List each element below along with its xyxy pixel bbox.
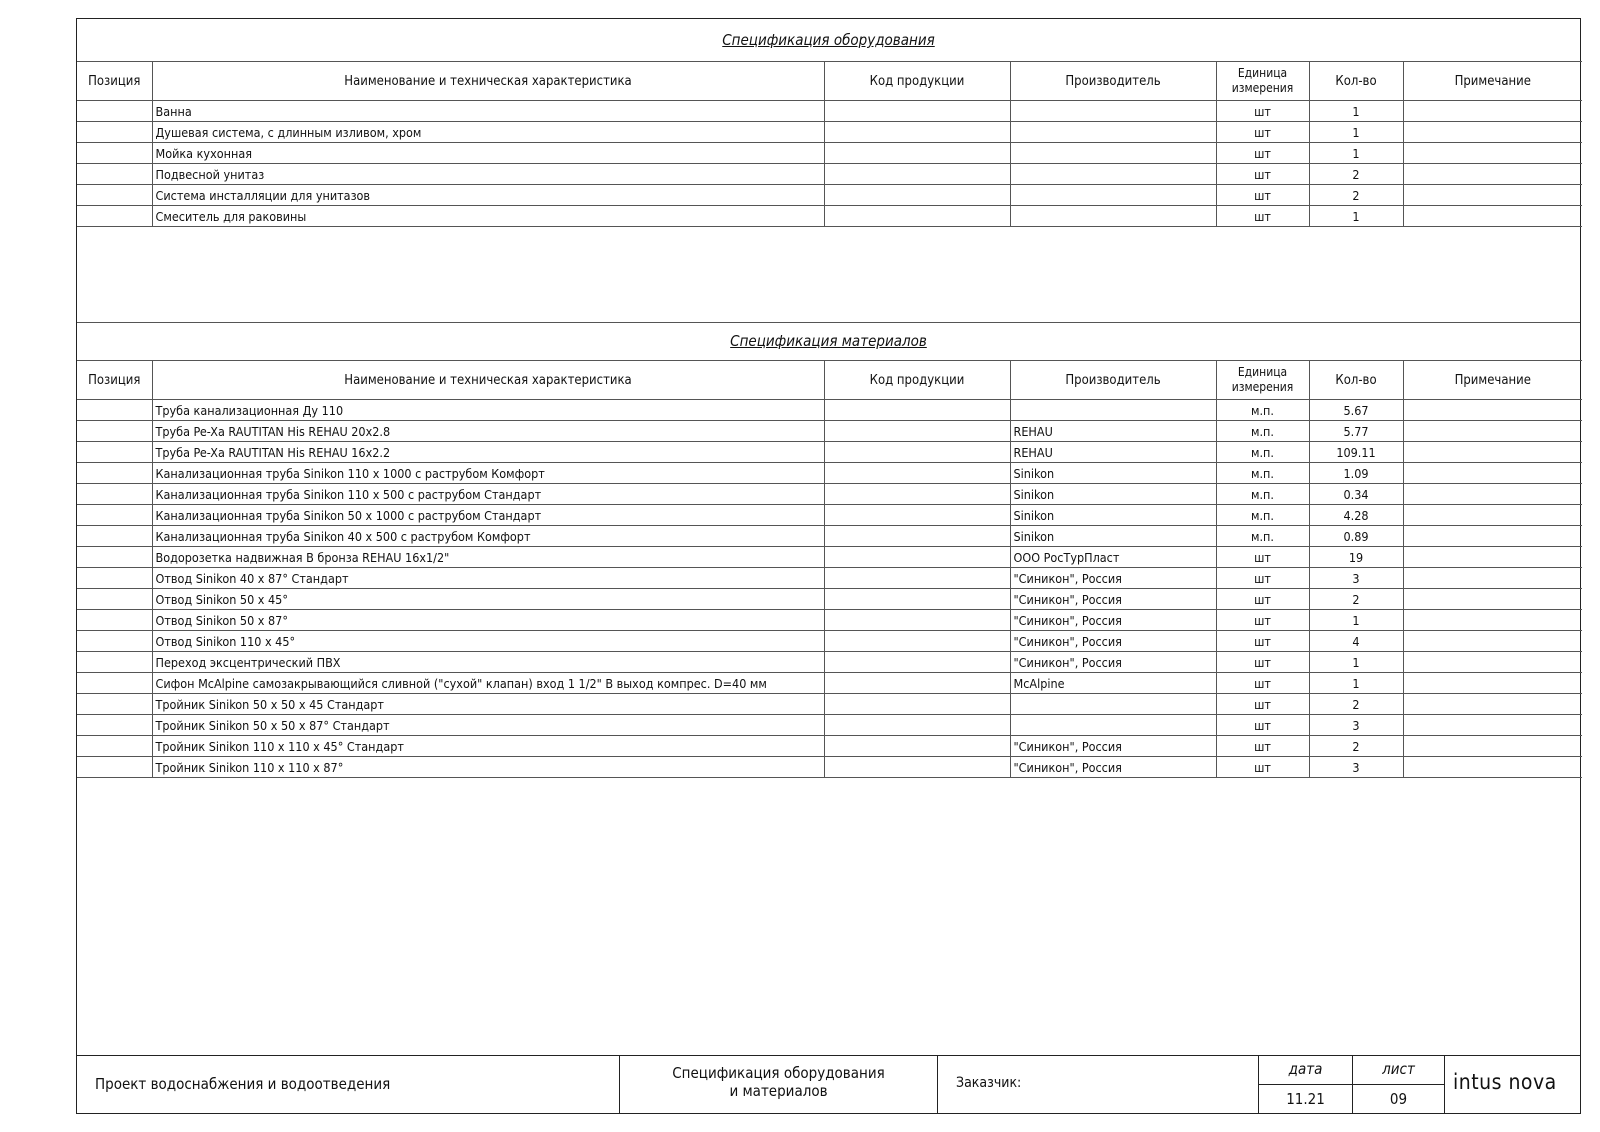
cell-unit: шт bbox=[1216, 143, 1309, 164]
cell-unit: м.п. bbox=[1216, 400, 1309, 421]
cell-code bbox=[824, 694, 1010, 715]
equipment-header-position: Позиция bbox=[77, 62, 152, 101]
cell-position bbox=[77, 547, 152, 568]
cell-note bbox=[1403, 736, 1582, 757]
materials-body bbox=[77, 400, 1582, 778]
cell-code bbox=[824, 673, 1010, 694]
cell-position bbox=[77, 694, 152, 715]
cell-manufacturer: McAlpine bbox=[1010, 673, 1216, 694]
cell-name: Канализационная труба Sinikon 110 x 1000 с раструбом Комфорт bbox=[152, 463, 824, 484]
cell-manufacturer bbox=[1010, 185, 1216, 206]
cell-position bbox=[77, 185, 152, 206]
cell-unit: м.п. bbox=[1216, 463, 1309, 484]
cell-name: Канализационная труба Sinikon 50 x 1000 с раструбом Стандарт bbox=[152, 505, 824, 526]
company-logo: intus nova bbox=[1453, 1070, 1557, 1094]
equipment-title: Спецификация оборудования bbox=[722, 31, 935, 49]
table-row bbox=[77, 442, 1582, 463]
cell-quantity: 1.09 bbox=[1309, 463, 1403, 484]
cell-position bbox=[77, 484, 152, 505]
table-row bbox=[77, 757, 1582, 778]
cell-quantity: 5.67 bbox=[1309, 400, 1403, 421]
cell-code bbox=[824, 589, 1010, 610]
sheet-title-cell bbox=[619, 1056, 937, 1113]
table-row bbox=[77, 547, 1582, 568]
cell-note bbox=[1403, 101, 1582, 122]
cell-name: Труба Pe-Xa RAUTITAN His REHAU 20x2.8 bbox=[152, 421, 824, 442]
materials-title: Спецификация материалов bbox=[730, 332, 927, 350]
cell-quantity: 4.28 bbox=[1309, 505, 1403, 526]
cell-position bbox=[77, 568, 152, 589]
table-row bbox=[77, 122, 1582, 143]
cell-code bbox=[824, 610, 1010, 631]
equipment-header-quantity: Кол-во bbox=[1309, 62, 1403, 101]
cell-position bbox=[77, 101, 152, 122]
cell-note bbox=[1403, 400, 1582, 421]
cell-manufacturer bbox=[1010, 143, 1216, 164]
cell-note bbox=[1403, 694, 1582, 715]
cell-position bbox=[77, 589, 152, 610]
cell-code bbox=[824, 652, 1010, 673]
cell-name: Отвод Sinikon 110 x 45° bbox=[152, 631, 824, 652]
table-row bbox=[77, 463, 1582, 484]
table-row bbox=[77, 652, 1582, 673]
cell-note bbox=[1403, 505, 1582, 526]
table-row bbox=[77, 101, 1582, 122]
sheet-title-line1: Спецификация оборудования bbox=[672, 1064, 885, 1082]
cell-position bbox=[77, 715, 152, 736]
cell-note bbox=[1403, 164, 1582, 185]
cell-name: Тройник Sinikon 110 x 110 x 45° Стандарт bbox=[152, 736, 824, 757]
equipment-body bbox=[77, 101, 1582, 227]
table-row bbox=[77, 505, 1582, 526]
cell-unit: шт bbox=[1216, 589, 1309, 610]
materials-header-row bbox=[77, 361, 1582, 400]
materials-table bbox=[77, 360, 1582, 778]
cell-manufacturer bbox=[1010, 400, 1216, 421]
cell-note bbox=[1403, 206, 1582, 227]
cell-quantity: 0.89 bbox=[1309, 526, 1403, 547]
cell-name: Труба Pe-Xa RAUTITAN His REHAU 16x2.2 bbox=[152, 442, 824, 463]
cell-note bbox=[1403, 610, 1582, 631]
cell-position bbox=[77, 206, 152, 227]
cell-note bbox=[1403, 715, 1582, 736]
cell-quantity: 1 bbox=[1309, 122, 1403, 143]
sheet-number-cell bbox=[1352, 1056, 1444, 1113]
cell-note bbox=[1403, 421, 1582, 442]
cell-code bbox=[824, 526, 1010, 547]
cell-quantity: 19 bbox=[1309, 547, 1403, 568]
cell-note bbox=[1403, 122, 1582, 143]
customer-cell bbox=[937, 1056, 1258, 1113]
sheet-title-line2: и материалов bbox=[729, 1082, 828, 1100]
cell-unit: м.п. bbox=[1216, 526, 1309, 547]
table-row bbox=[77, 143, 1582, 164]
cell-quantity: 1 bbox=[1309, 652, 1403, 673]
cell-manufacturer: "Синикон", Россия bbox=[1010, 568, 1216, 589]
equipment-header-unit: Единица измерения bbox=[1216, 62, 1309, 101]
cell-quantity: 3 bbox=[1309, 715, 1403, 736]
cell-name: Подвесной унитаз bbox=[152, 164, 824, 185]
cell-manufacturer: "Синикон", Россия bbox=[1010, 757, 1216, 778]
materials-header-unit: Единица измерения bbox=[1216, 361, 1309, 400]
date-label: дата bbox=[1259, 1056, 1352, 1085]
cell-position bbox=[77, 442, 152, 463]
cell-code bbox=[824, 715, 1010, 736]
drawing-sheet bbox=[76, 18, 1581, 1114]
cell-name: Ванна bbox=[152, 101, 824, 122]
table-row bbox=[77, 694, 1582, 715]
cell-manufacturer: REHAU bbox=[1010, 442, 1216, 463]
cell-manufacturer: Sinikon bbox=[1010, 484, 1216, 505]
cell-quantity: 2 bbox=[1309, 185, 1403, 206]
cell-note bbox=[1403, 673, 1582, 694]
cell-quantity: 1 bbox=[1309, 206, 1403, 227]
date-value: 11.21 bbox=[1286, 1090, 1325, 1108]
cell-code bbox=[824, 631, 1010, 652]
cell-name: Водорозетка надвижная В бронза REHAU 16x1/2" bbox=[152, 547, 824, 568]
cell-unit: шт bbox=[1216, 631, 1309, 652]
equipment-header-note: Примечание bbox=[1403, 62, 1582, 101]
cell-code bbox=[824, 400, 1010, 421]
cell-note bbox=[1403, 547, 1582, 568]
date-cell bbox=[1258, 1056, 1352, 1113]
cell-note bbox=[1403, 631, 1582, 652]
cell-note bbox=[1403, 463, 1582, 484]
sheet-value: 09 bbox=[1389, 1090, 1408, 1108]
project-name: Проект водоснабжения и водоотведения bbox=[95, 1075, 391, 1093]
cell-code bbox=[824, 505, 1010, 526]
cell-unit: шт bbox=[1216, 568, 1309, 589]
cell-name: Тройник Sinikon 50 x 50 x 45 Стандарт bbox=[152, 694, 824, 715]
cell-code bbox=[824, 757, 1010, 778]
cell-unit: шт bbox=[1216, 610, 1309, 631]
cell-manufacturer: "Синикон", Россия bbox=[1010, 610, 1216, 631]
title-block bbox=[77, 1055, 1580, 1113]
equipment-table bbox=[77, 61, 1582, 227]
equipment-header-row bbox=[77, 62, 1582, 101]
cell-unit: м.п. bbox=[1216, 442, 1309, 463]
cell-quantity: 3 bbox=[1309, 757, 1403, 778]
equipment-header-name: Наименование и техническая характеристика bbox=[152, 62, 824, 101]
cell-unit: м.п. bbox=[1216, 505, 1309, 526]
cell-manufacturer: "Синикон", Россия bbox=[1010, 589, 1216, 610]
cell-quantity: 2 bbox=[1309, 589, 1403, 610]
cell-unit: шт bbox=[1216, 673, 1309, 694]
materials-header-quantity: Кол-во bbox=[1309, 361, 1403, 400]
cell-manufacturer: "Синикон", Россия bbox=[1010, 631, 1216, 652]
cell-quantity: 3 bbox=[1309, 568, 1403, 589]
cell-position bbox=[77, 400, 152, 421]
cell-code bbox=[824, 421, 1010, 442]
cell-position bbox=[77, 463, 152, 484]
table-row bbox=[77, 673, 1582, 694]
cell-position bbox=[77, 421, 152, 442]
cell-position bbox=[77, 526, 152, 547]
section-divider bbox=[77, 322, 1580, 323]
cell-manufacturer: Sinikon bbox=[1010, 463, 1216, 484]
cell-code bbox=[824, 463, 1010, 484]
cell-unit: шт bbox=[1216, 206, 1309, 227]
cell-position bbox=[77, 736, 152, 757]
cell-code bbox=[824, 164, 1010, 185]
cell-code bbox=[824, 122, 1010, 143]
materials-header-manufacturer: Производитель bbox=[1010, 361, 1216, 400]
cell-code bbox=[824, 101, 1010, 122]
cell-note bbox=[1403, 526, 1582, 547]
cell-manufacturer: ООО РосТурПласт bbox=[1010, 547, 1216, 568]
cell-quantity: 2 bbox=[1309, 164, 1403, 185]
cell-unit: м.п. bbox=[1216, 421, 1309, 442]
cell-manufacturer bbox=[1010, 694, 1216, 715]
cell-name: Смеситель для раковины bbox=[152, 206, 824, 227]
cell-code bbox=[824, 185, 1010, 206]
cell-quantity: 0.34 bbox=[1309, 484, 1403, 505]
cell-name: Душевая система, с длинным изливом, хром bbox=[152, 122, 824, 143]
cell-manufacturer bbox=[1010, 101, 1216, 122]
cell-manufacturer: "Синикон", Россия bbox=[1010, 736, 1216, 757]
cell-quantity: 2 bbox=[1309, 694, 1403, 715]
cell-code bbox=[824, 547, 1010, 568]
cell-manufacturer: Sinikon bbox=[1010, 505, 1216, 526]
cell-unit: шт bbox=[1216, 694, 1309, 715]
table-row bbox=[77, 631, 1582, 652]
cell-position bbox=[77, 610, 152, 631]
table-row bbox=[77, 589, 1582, 610]
materials-header-position: Позиция bbox=[77, 361, 152, 400]
cell-name: Отвод Sinikon 50 x 45° bbox=[152, 589, 824, 610]
cell-quantity: 1 bbox=[1309, 101, 1403, 122]
cell-name: Канализационная труба Sinikon 40 x 500 с раструбом Комфорт bbox=[152, 526, 824, 547]
cell-code bbox=[824, 442, 1010, 463]
cell-name: Система инсталляции для унитазов bbox=[152, 185, 824, 206]
cell-note bbox=[1403, 185, 1582, 206]
materials-header-name: Наименование и техническая характеристика bbox=[152, 361, 824, 400]
cell-name: Тройник Sinikon 110 x 110 x 87° bbox=[152, 757, 824, 778]
cell-note bbox=[1403, 568, 1582, 589]
cell-code bbox=[824, 568, 1010, 589]
materials-header-note: Примечание bbox=[1403, 361, 1582, 400]
sheet-label: лист bbox=[1353, 1056, 1444, 1085]
logo-cell bbox=[1444, 1056, 1580, 1113]
cell-quantity: 5.77 bbox=[1309, 421, 1403, 442]
cell-note bbox=[1403, 757, 1582, 778]
cell-unit: шт bbox=[1216, 715, 1309, 736]
table-row bbox=[77, 715, 1582, 736]
cell-manufacturer: "Синикон", Россия bbox=[1010, 652, 1216, 673]
cell-name: Отвод Sinikon 50 x 87° bbox=[152, 610, 824, 631]
cell-note bbox=[1403, 442, 1582, 463]
cell-note bbox=[1403, 143, 1582, 164]
table-row bbox=[77, 484, 1582, 505]
cell-position bbox=[77, 757, 152, 778]
cell-name: Канализационная труба Sinikon 110 x 500 с раструбом Стандарт bbox=[152, 484, 824, 505]
cell-unit: шт bbox=[1216, 736, 1309, 757]
cell-name: Сифон McAlpine самозакрывающийся сливной ("сухой" клапан) вход 1 1/2" В выход компрес. D=40 мм bbox=[152, 673, 824, 694]
cell-position bbox=[77, 631, 152, 652]
cell-position bbox=[77, 673, 152, 694]
equipment-header-code: Код продукции bbox=[824, 62, 1010, 101]
table-row bbox=[77, 568, 1582, 589]
cell-quantity: 1 bbox=[1309, 143, 1403, 164]
cell-name: Мойка кухонная bbox=[152, 143, 824, 164]
cell-name: Отвод Sinikon 40 x 87° Стандарт bbox=[152, 568, 824, 589]
cell-note bbox=[1403, 652, 1582, 673]
cell-manufacturer bbox=[1010, 206, 1216, 227]
cell-code bbox=[824, 143, 1010, 164]
cell-code bbox=[824, 736, 1010, 757]
cell-note bbox=[1403, 484, 1582, 505]
cell-unit: шт bbox=[1216, 185, 1309, 206]
cell-quantity: 109.11 bbox=[1309, 442, 1403, 463]
cell-note bbox=[1403, 589, 1582, 610]
cell-position bbox=[77, 122, 152, 143]
table-row bbox=[77, 164, 1582, 185]
table-row bbox=[77, 185, 1582, 206]
cell-position bbox=[77, 143, 152, 164]
cell-name: Переход эксцентрический ПВХ bbox=[152, 652, 824, 673]
cell-code bbox=[824, 484, 1010, 505]
cell-unit: шт bbox=[1216, 164, 1309, 185]
cell-manufacturer bbox=[1010, 715, 1216, 736]
cell-unit: м.п. bbox=[1216, 484, 1309, 505]
table-row bbox=[77, 206, 1582, 227]
customer-label: Заказчик: bbox=[956, 1075, 1022, 1091]
cell-position bbox=[77, 164, 152, 185]
cell-unit: шт bbox=[1216, 122, 1309, 143]
cell-unit: шт bbox=[1216, 652, 1309, 673]
cell-manufacturer bbox=[1010, 164, 1216, 185]
cell-quantity: 1 bbox=[1309, 610, 1403, 631]
table-row bbox=[77, 736, 1582, 757]
cell-position bbox=[77, 652, 152, 673]
cell-name: Труба канализационная Ду 110 bbox=[152, 400, 824, 421]
cell-unit: шт bbox=[1216, 757, 1309, 778]
equipment-header-manufacturer: Производитель bbox=[1010, 62, 1216, 101]
table-row bbox=[77, 610, 1582, 631]
cell-manufacturer: REHAU bbox=[1010, 421, 1216, 442]
cell-code bbox=[824, 206, 1010, 227]
table-row bbox=[77, 526, 1582, 547]
cell-unit: шт bbox=[1216, 547, 1309, 568]
cell-unit: шт bbox=[1216, 101, 1309, 122]
table-row bbox=[77, 421, 1582, 442]
cell-quantity: 2 bbox=[1309, 736, 1403, 757]
cell-manufacturer bbox=[1010, 122, 1216, 143]
materials-header-code: Код продукции bbox=[824, 361, 1010, 400]
cell-position bbox=[77, 505, 152, 526]
table-row bbox=[77, 400, 1582, 421]
cell-manufacturer: Sinikon bbox=[1010, 526, 1216, 547]
cell-quantity: 1 bbox=[1309, 673, 1403, 694]
cell-name: Тройник Sinikon 50 x 50 x 87° Стандарт bbox=[152, 715, 824, 736]
cell-quantity: 4 bbox=[1309, 631, 1403, 652]
